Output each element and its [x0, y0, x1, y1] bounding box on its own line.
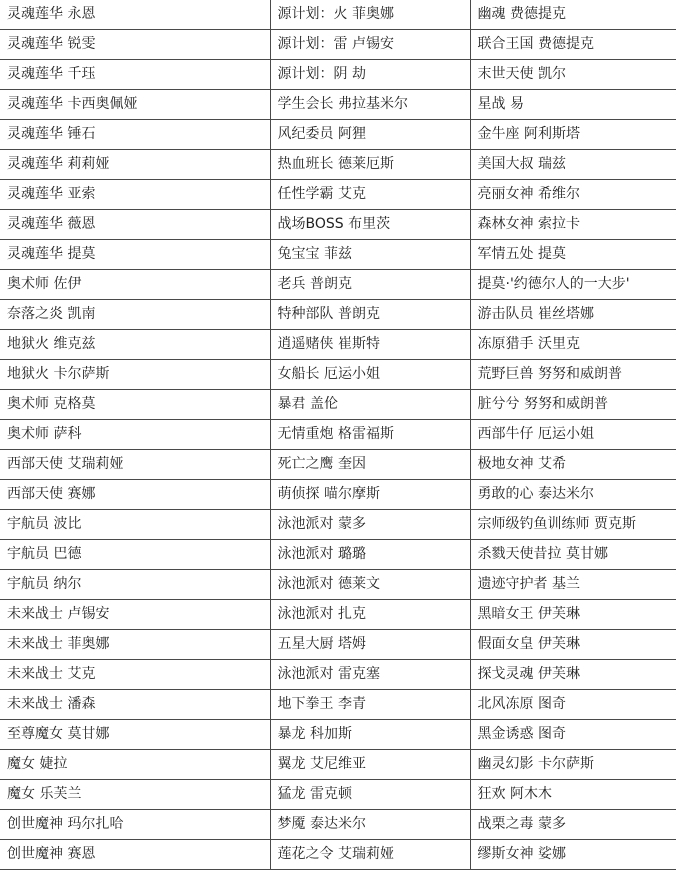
table-cell: 无情重炮 格雷福斯 — [270, 420, 470, 450]
table-row — [0, 840, 676, 870]
table-cell: 森林女神 索拉卡 — [470, 210, 676, 240]
table-row — [0, 480, 676, 510]
table-cell: 脏兮兮 努努和威朗普 — [470, 390, 676, 420]
table-cell: 莲花之令 艾瑞莉娅 — [270, 840, 470, 870]
table-cell: 西部牛仔 厄运小姐 — [470, 420, 676, 450]
table-cell: 狂欢 阿木木 — [470, 780, 676, 810]
table-cell: 地狱火 维克兹 — [0, 330, 270, 360]
table-cell: 地狱火 卡尔萨斯 — [0, 360, 270, 390]
table-cell: 北风冻原 图奇 — [470, 690, 676, 720]
table-row — [0, 240, 676, 270]
table-row — [0, 450, 676, 480]
table-row — [0, 540, 676, 570]
table-row — [0, 600, 676, 630]
table-cell: 军情五处 提莫 — [470, 240, 676, 270]
table-cell: 创世魔神 玛尔扎哈 — [0, 810, 270, 840]
table-cell: 风纪委员 阿狸 — [270, 120, 470, 150]
table-cell: 幽魂 费德提克 — [470, 0, 676, 30]
table-cell: 未来战士 潘森 — [0, 690, 270, 720]
table-cell: 灵魂莲华 锐雯 — [0, 30, 270, 60]
table-cell: 未来战士 艾克 — [0, 660, 270, 690]
table-cell: 遗迹守护者 基兰 — [470, 570, 676, 600]
table-row — [0, 210, 676, 240]
table-cell: 游击队员 崔丝塔娜 — [470, 300, 676, 330]
table-cell: 宗师级钓鱼训练师 贾克斯 — [470, 510, 676, 540]
table-cell: 奥术师 佐伊 — [0, 270, 270, 300]
table-cell: 兔宝宝 菲兹 — [270, 240, 470, 270]
table-cell: 泳池派对 雷克塞 — [270, 660, 470, 690]
table-cell: 奥术师 萨科 — [0, 420, 270, 450]
table-row — [0, 420, 676, 450]
table-cell: 泳池派对 蒙多 — [270, 510, 470, 540]
table-cell: 五星大厨 塔姆 — [270, 630, 470, 660]
table-cell: 翼龙 艾尼维亚 — [270, 750, 470, 780]
table-cell: 灵魂莲华 千珏 — [0, 60, 270, 90]
table-row — [0, 510, 676, 540]
table-cell: 猛龙 雷克顿 — [270, 780, 470, 810]
table-row — [0, 0, 676, 30]
table-row — [0, 300, 676, 330]
table-cell: 暴龙 科加斯 — [270, 720, 470, 750]
table-cell: 源计划：火 菲奥娜 — [270, 0, 470, 30]
table-cell: 死亡之鹰 奎因 — [270, 450, 470, 480]
table-cell: 黑金诱惑 图奇 — [470, 720, 676, 750]
table-cell: 魔女 婕拉 — [0, 750, 270, 780]
table-cell: 联合王国 费德提克 — [470, 30, 676, 60]
table-cell: 幽灵幻影 卡尔萨斯 — [470, 750, 676, 780]
table-cell: 探戈灵魂 伊芙琳 — [470, 660, 676, 690]
table-cell: 奥术师 克格莫 — [0, 390, 270, 420]
table-cell: 冻原猎手 沃里克 — [470, 330, 676, 360]
table-row — [0, 690, 676, 720]
table-cell: 热血班长 德莱厄斯 — [270, 150, 470, 180]
table-cell: 未来战士 菲奥娜 — [0, 630, 270, 660]
table-row — [0, 810, 676, 840]
table-cell: 星战 易 — [470, 90, 676, 120]
table-row — [0, 390, 676, 420]
table-cell: 西部天使 艾瑞莉娅 — [0, 450, 270, 480]
table-cell: 极地女神 艾希 — [470, 450, 676, 480]
table-cell: 奈落之炎 凯南 — [0, 300, 270, 330]
table-cell: 泳池派对 德莱文 — [270, 570, 470, 600]
table-cell: 源计划：雷 卢锡安 — [270, 30, 470, 60]
table-cell: 战场BOSS 布里茨 — [270, 210, 470, 240]
table-row — [0, 150, 676, 180]
table-cell: 源计划：阴 劫 — [270, 60, 470, 90]
table-cell: 至尊魔女 莫甘娜 — [0, 720, 270, 750]
table-cell: 杀戮天使昔拉 莫甘娜 — [470, 540, 676, 570]
table-cell: 灵魂莲华 锤石 — [0, 120, 270, 150]
table-cell: 创世魔神 赛恩 — [0, 840, 270, 870]
table-cell: 荒野巨兽 努努和威朗普 — [470, 360, 676, 390]
table-cell: 暴君 盖伦 — [270, 390, 470, 420]
table-cell: 勇敢的心 泰达米尔 — [470, 480, 676, 510]
table-cell: 梦魇 泰达米尔 — [270, 810, 470, 840]
table-cell: 末世天使 凯尔 — [470, 60, 676, 90]
table-cell: 特种部队 普朗克 — [270, 300, 470, 330]
table-cell: 宇航员 波比 — [0, 510, 270, 540]
table-row — [0, 750, 676, 780]
table-row — [0, 570, 676, 600]
table-row — [0, 60, 676, 90]
table-cell: 提莫·'约德尔人的一大步' — [470, 270, 676, 300]
table-cell: 金牛座 阿利斯塔 — [470, 120, 676, 150]
table-row — [0, 660, 676, 690]
table-cell: 灵魂莲华 卡西奥佩娅 — [0, 90, 270, 120]
table-cell: 灵魂莲华 提莫 — [0, 240, 270, 270]
table-row — [0, 630, 676, 660]
table-cell: 学生会长 弗拉基米尔 — [270, 90, 470, 120]
table-cell: 逍遥赌侠 崔斯特 — [270, 330, 470, 360]
table-cell: 未来战士 卢锡安 — [0, 600, 270, 630]
table-cell: 灵魂莲华 薇恩 — [0, 210, 270, 240]
table-cell: 宇航员 纳尔 — [0, 570, 270, 600]
table-cell: 战栗之毒 蒙多 — [470, 810, 676, 840]
table-cell: 地下拳王 李青 — [270, 690, 470, 720]
table-row — [0, 90, 676, 120]
table-row — [0, 120, 676, 150]
table-cell: 老兵 普朗克 — [270, 270, 470, 300]
table-cell: 缪斯女神 娑娜 — [470, 840, 676, 870]
table-row — [0, 270, 676, 300]
table-row — [0, 30, 676, 60]
table-row — [0, 330, 676, 360]
table-cell: 任性学霸 艾克 — [270, 180, 470, 210]
table-row — [0, 780, 676, 810]
table-cell: 假面女皇 伊芙琳 — [470, 630, 676, 660]
table-cell: 泳池派对 璐璐 — [270, 540, 470, 570]
table-cell: 宇航员 巴德 — [0, 540, 270, 570]
table-row — [0, 360, 676, 390]
table-row — [0, 180, 676, 210]
table-cell: 魔女 乐芙兰 — [0, 780, 270, 810]
table-cell: 女船长 厄运小姐 — [270, 360, 470, 390]
table-cell: 西部天使 赛娜 — [0, 480, 270, 510]
table-cell: 灵魂莲华 永恩 — [0, 0, 270, 30]
table-cell: 亮丽女神 希维尔 — [470, 180, 676, 210]
table-cell: 黑暗女王 伊芙琳 — [470, 600, 676, 630]
table-row — [0, 720, 676, 750]
table-cell: 灵魂莲华 亚索 — [0, 180, 270, 210]
table-cell: 美国大叔 瑞兹 — [470, 150, 676, 180]
table-cell: 灵魂莲华 莉莉娅 — [0, 150, 270, 180]
table-cell: 泳池派对 扎克 — [270, 600, 470, 630]
table-cell: 萌侦探 喵尔摩斯 — [270, 480, 470, 510]
